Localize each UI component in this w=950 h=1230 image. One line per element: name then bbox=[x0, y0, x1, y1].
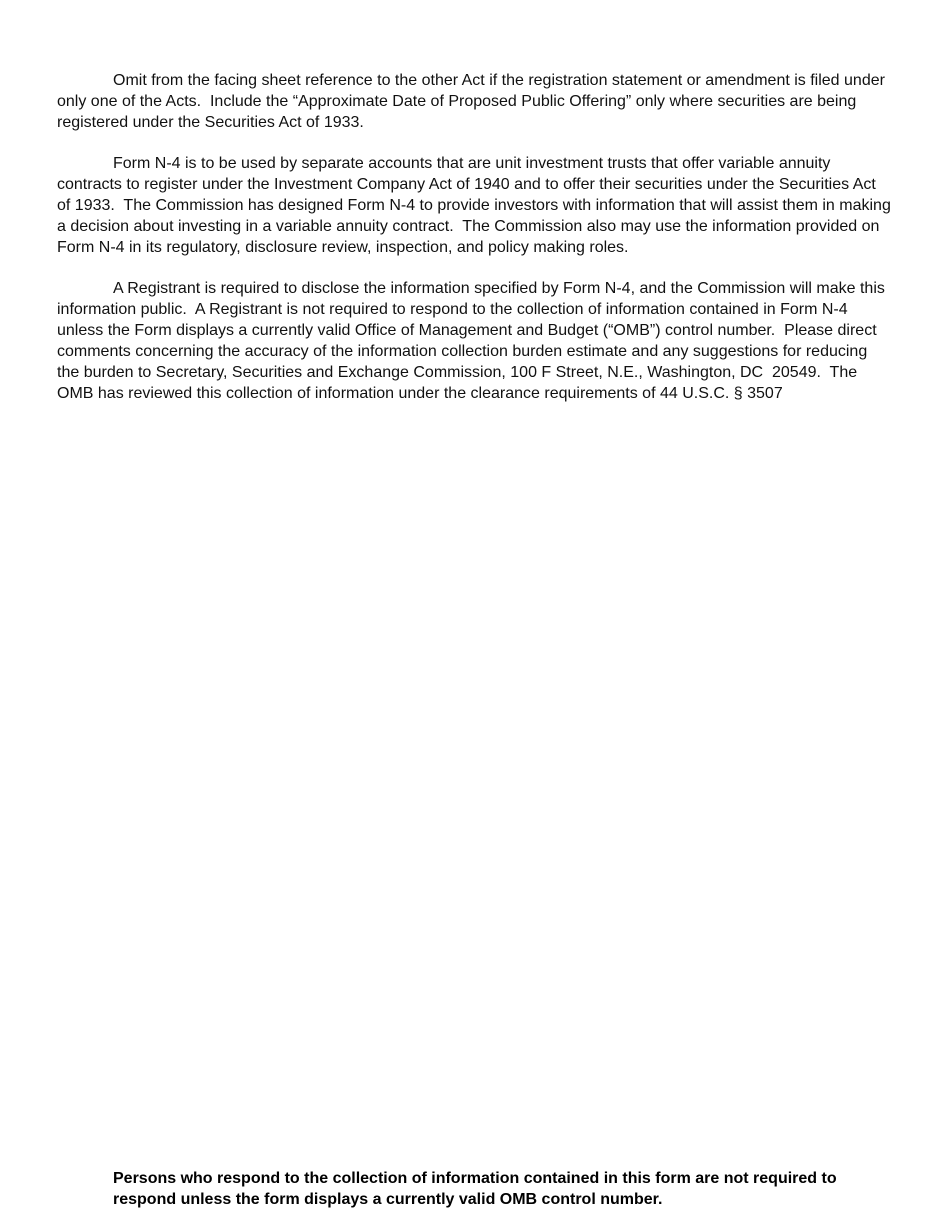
paragraph-form-n4-purpose: Form N-4 is to be used by separate accounts that are unit investment trusts that offer variable annuity contracts to register under the Investment Company Act of 1940 and to offer their securities under the Securities Act of 1933. The Commission has designed Form N-4 to provide investors with information that will assist them in making a decision about investing in a variable annuity contract. The Commission also may use the information provided on Form N-4 in its regulatory, disclosure review, inspection, and policy making roles. bbox=[57, 155, 896, 256]
document-body bbox=[0, 0, 950, 404]
paragraph-registrant-disclosure: A Registrant is required to disclose the information specified by Form N-4, and the Commission will make this information public. A Registrant is not required to respond to the collection of information contained in Form N-4 unless the Form displays a currently valid Office of Management and Budget (“OMB”) control number. Please direct comments concerning the accuracy of the information collection burden estimate and any suggestions for reducing the burden to Secretary, Securities and Exchange Commission, 100 F Street, N.E., Washington, DC 20549. The OMB has reviewed this collection of information under the clearance requirements of 44 U.S.C. § 3507 bbox=[57, 280, 890, 402]
omb-footer-note: Persons who respond to the collection of information contained in this form are not required to respond unless the form displays a currently valid OMB control number. bbox=[113, 1170, 842, 1208]
paragraph-omit-facing-sheet: Omit from the facing sheet reference to the other Act if the registration statement or amendment is filed under only one of the Acts. Include the “Approximate Date of Proposed Public Offering” only where securities are being registered under the Securities Act of 1933. bbox=[57, 72, 890, 131]
